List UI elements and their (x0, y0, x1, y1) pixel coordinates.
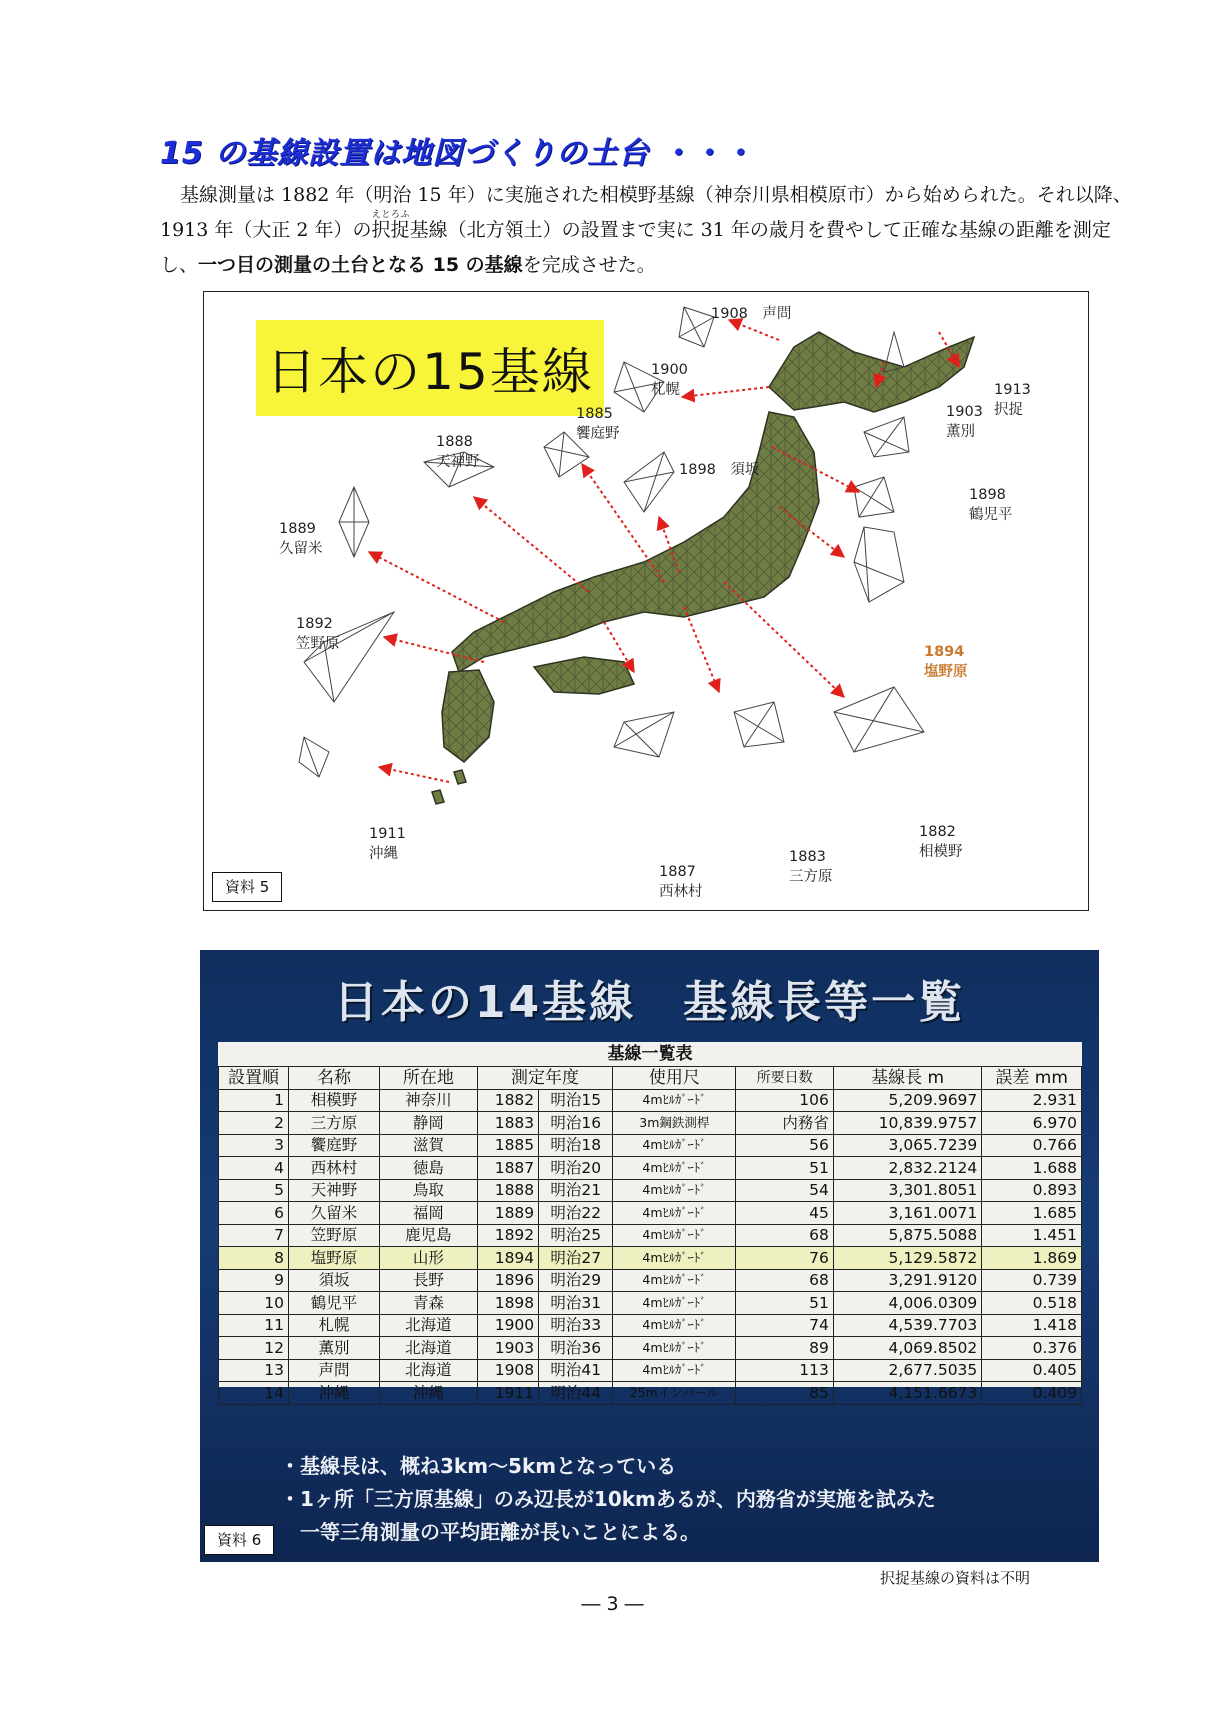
label-tenjinno: 1888 天神野 (436, 434, 480, 470)
table-row (219, 1112, 1082, 1135)
table-cell: 長野 (380, 1269, 478, 1292)
table-cell: 4mﾋﾙｶﾞｰﾄﾞ (613, 1089, 736, 1112)
table-row (219, 1269, 1082, 1292)
label-suzaka: 1898 須坂 (679, 462, 760, 478)
table-cell: 神奈川 (380, 1089, 478, 1112)
table-cell: 3 (219, 1134, 289, 1157)
table-cell: 1.685 (982, 1202, 1082, 1225)
table-cell: 明治44 (539, 1382, 613, 1405)
label-mikatahara: 1883 三方原 (789, 849, 833, 885)
table-row (219, 1157, 1082, 1180)
note-line: ・基線長は、概ね3km～5kmとなっている (280, 1454, 677, 1478)
table-cell: 明治41 (539, 1359, 613, 1382)
intro-text-2: 基線（北方領土）の設置まで実に 31 年の歳月を費やして正確な基線の距離を測定し、 (160, 219, 1111, 276)
table-cell: 56 (736, 1134, 834, 1157)
table-cell: 明治29 (539, 1269, 613, 1292)
col-error: 誤差 mm (982, 1067, 1082, 1090)
table-cell: 1.688 (982, 1157, 1082, 1180)
table-cell: 54 (736, 1179, 834, 1202)
table-cell: 4,539.7703 (833, 1314, 981, 1337)
table-row (219, 1337, 1082, 1360)
table-cell: 113 (736, 1359, 834, 1382)
figure5-title: 日本の15基線 (256, 320, 604, 416)
table-cell: 89 (736, 1337, 834, 1360)
table-cell: 5,209.9697 (833, 1089, 981, 1112)
table-cell: 4mﾋﾙｶﾞｰﾄﾞ (613, 1292, 736, 1315)
table-cell: 7 (219, 1224, 289, 1247)
label-sagamino: 1882 相模野 (919, 824, 963, 860)
table-cell: 5,129.5872 (833, 1247, 981, 1270)
note-line: ・1ヶ所「三方原基線」のみ辺長が10kmあるが、内務省が実施を試みた (280, 1487, 936, 1511)
table-cell: 西林村 (288, 1157, 379, 1180)
note-line: 一等三角測量の平均距離が長いことによる。 (280, 1520, 700, 1544)
figure5-tag: 資料 5 (212, 872, 282, 902)
page-number: ― 3 ― (581, 1593, 644, 1615)
table-cell: 2.931 (982, 1089, 1082, 1112)
intro-emphasis: 一つ目の測量の土台となる 15 の基線 (198, 254, 523, 276)
table-cell: 徳島 (380, 1157, 478, 1180)
table-cell: 声問 (288, 1359, 379, 1382)
table-cell: 4mﾋﾙｶﾞｰﾄﾞ (613, 1337, 736, 1360)
table-row (219, 1179, 1082, 1202)
table-cell: 1894 (477, 1247, 538, 1270)
table-cell: 6 (219, 1202, 289, 1225)
table-cell: 1903 (477, 1337, 538, 1360)
table-row (219, 1247, 1082, 1270)
table-cell: 12 (219, 1337, 289, 1360)
table-cell: 明治21 (539, 1179, 613, 1202)
table-cell: 3,065.7239 (833, 1134, 981, 1157)
table-row (219, 1359, 1082, 1382)
figure6-tag: 資料 6 (204, 1525, 274, 1555)
table-cell: 4mﾋﾙｶﾞｰﾄﾞ (613, 1134, 736, 1157)
intro-paragraph (160, 178, 1135, 283)
label-shionohara: 1894 塩野原 (924, 644, 968, 680)
table-cell: 9 (219, 1269, 289, 1292)
baselines-table-figure (200, 950, 1099, 1562)
table-cell: 76 (736, 1247, 834, 1270)
table-cell: 1898 (477, 1292, 538, 1315)
table-cell: 沖縄 (288, 1382, 379, 1405)
table-cell: 札幌 (288, 1314, 379, 1337)
table-cell: 三方原 (288, 1112, 379, 1135)
table-cell: 14 (219, 1382, 289, 1405)
table-cell: 68 (736, 1269, 834, 1292)
table-cell: 明治31 (539, 1292, 613, 1315)
table-cell: 0.405 (982, 1359, 1082, 1382)
table-cell: 鹿児島 (380, 1224, 478, 1247)
table-cell: 明治15 (539, 1089, 613, 1112)
table-cell: 鶴児平 (288, 1292, 379, 1315)
table-cell: 4mﾋﾙｶﾞｰﾄﾞ (613, 1314, 736, 1337)
table-cell: 1892 (477, 1224, 538, 1247)
table-cell: 内務省 (736, 1112, 834, 1135)
table-cell: 明治18 (539, 1134, 613, 1157)
table-cell: 1908 (477, 1359, 538, 1382)
table-cell: 2 (219, 1112, 289, 1135)
table-cell: 1911 (477, 1382, 538, 1405)
label-koetoi: 1908 声問 (711, 306, 792, 322)
table-cell: 4mﾋﾙｶﾞｰﾄﾞ (613, 1224, 736, 1247)
table-cell: 笠野原 (288, 1224, 379, 1247)
label-sapporo: 1900 札幌 (651, 362, 688, 398)
table-row (219, 1224, 1082, 1247)
col-year: 測定年度 (477, 1067, 613, 1090)
table-cell: 10,839.9757 (833, 1112, 981, 1135)
table-cell: 明治25 (539, 1224, 613, 1247)
col-days: 所要日数 (736, 1067, 834, 1090)
table-cell: 1889 (477, 1202, 538, 1225)
col-length: 基線長 m (833, 1067, 981, 1090)
table-cell: 4 (219, 1157, 289, 1180)
table-cell: 0.409 (982, 1382, 1082, 1405)
label-tsurugotai: 1898 鶴児平 (969, 487, 1013, 523)
label-aebano: 1885 饗庭野 (576, 406, 620, 442)
table-cell: 0.739 (982, 1269, 1082, 1292)
table-cell: 山形 (380, 1247, 478, 1270)
table-cell: 明治16 (539, 1112, 613, 1135)
table-cell: 1885 (477, 1134, 538, 1157)
table-cell: 4,151.6673 (833, 1382, 981, 1405)
baseline-table (218, 1066, 1082, 1405)
table-cell: 4,069.8502 (833, 1337, 981, 1360)
table-cell: 明治27 (539, 1247, 613, 1270)
table-cell: 3,301.8051 (833, 1179, 981, 1202)
table-cell: 饗庭野 (288, 1134, 379, 1157)
table-cell: 3,161.0071 (833, 1202, 981, 1225)
table-cell: 1882 (477, 1089, 538, 1112)
table-header-row (219, 1067, 1082, 1090)
table-row (219, 1202, 1082, 1225)
table-cell: 5 (219, 1179, 289, 1202)
table-cell: 滋賀 (380, 1134, 478, 1157)
table-cell: 明治22 (539, 1202, 613, 1225)
table-row (219, 1134, 1082, 1157)
table-cell: 沖縄 (380, 1382, 478, 1405)
table-cell: 74 (736, 1314, 834, 1337)
table-cell: 4mﾋﾙｶﾞｰﾄﾞ (613, 1202, 736, 1225)
source-note: 択捉基線の資料は不明 (880, 1569, 1031, 1587)
table-cell: 8 (219, 1247, 289, 1270)
table-cell: 2,677.5035 (833, 1359, 981, 1382)
label-etorofu: 1913 択捉 (994, 382, 1031, 418)
col-name: 名称 (288, 1067, 379, 1090)
label-kurume: 1889 久留米 (279, 521, 323, 557)
table-cell: 1.451 (982, 1224, 1082, 1247)
table-cell: 明治33 (539, 1314, 613, 1337)
figure6-title: 日本の14基線 基線長等一覧 (333, 977, 966, 1028)
table-cell: 0.518 (982, 1292, 1082, 1315)
table-cell: 明治20 (539, 1157, 613, 1180)
label-nishibayashi: 1887 西林村 (659, 864, 703, 900)
table-cell: 塩野原 (288, 1247, 379, 1270)
table-cell: 青森 (380, 1292, 478, 1315)
table-cell: 4mﾋﾙｶﾞｰﾄﾞ (613, 1247, 736, 1270)
table-cell: 6.970 (982, 1112, 1082, 1135)
table-cell: 4mﾋﾙｶﾞｰﾄﾞ (613, 1269, 736, 1292)
table-cell: 1887 (477, 1157, 538, 1180)
table-cell: 106 (736, 1089, 834, 1112)
table-cell: 10 (219, 1292, 289, 1315)
col-measure: 使用尺 (613, 1067, 736, 1090)
table-cell: 1900 (477, 1314, 538, 1337)
table-cell: 45 (736, 1202, 834, 1225)
table-cell: 天神野 (288, 1179, 379, 1202)
table-cell: 須坂 (288, 1269, 379, 1292)
table-cell: 4mﾋﾙｶﾞｰﾄﾞ (613, 1359, 736, 1382)
table-cell: 51 (736, 1157, 834, 1180)
etorofu-ruby: 択捉えとろふ (371, 210, 410, 241)
table-cell: 0.893 (982, 1179, 1082, 1202)
table-cell: 0.766 (982, 1134, 1082, 1157)
table-cell: 0.376 (982, 1337, 1082, 1360)
table-cell: 静岡 (380, 1112, 478, 1135)
table-cell: 1896 (477, 1269, 538, 1292)
col-order: 設置順 (219, 1067, 289, 1090)
baselines-map-figure (203, 291, 1089, 911)
table-row (219, 1292, 1082, 1315)
table-caption: 基線一覧表 (607, 1044, 693, 1064)
baseline-table-panel (218, 1042, 1082, 1402)
table-cell: 1883 (477, 1112, 538, 1135)
table-cell: 相模野 (288, 1089, 379, 1112)
table-cell: 1888 (477, 1179, 538, 1202)
table-cell: 4,006.0309 (833, 1292, 981, 1315)
intro-text-1: 基線測量は 1882 年（明治 15 年）に実施された相模野基線（神奈川県相模原市）から始められた。それ以降、1913 年（大正 2 年）の (160, 184, 1132, 241)
figure6-notes (280, 1450, 936, 1549)
table-cell: 鳥取 (380, 1179, 478, 1202)
table-cell: 2,832.2124 (833, 1157, 981, 1180)
col-location: 所在地 (380, 1067, 478, 1090)
table-cell: 13 (219, 1359, 289, 1382)
table-cell: 1 (219, 1089, 289, 1112)
table-cell: 5,875.5088 (833, 1224, 981, 1247)
table-cell: 1.869 (982, 1247, 1082, 1270)
table-cell: 85 (736, 1382, 834, 1405)
table-cell: 北海道 (380, 1314, 478, 1337)
table-cell: 51 (736, 1292, 834, 1315)
table-cell: 北海道 (380, 1337, 478, 1360)
table-cell: 3,291.9120 (833, 1269, 981, 1292)
label-okinawa: 1911 沖縄 (369, 826, 406, 862)
table-row (219, 1314, 1082, 1337)
table-cell: 11 (219, 1314, 289, 1337)
table-cell: 明治36 (539, 1337, 613, 1360)
table-cell: 3m鋼鉄測桿 (613, 1112, 736, 1135)
table-cell: 25mインバール (613, 1382, 736, 1405)
table-cell: 福岡 (380, 1202, 478, 1225)
table-cell: 薫別 (288, 1337, 379, 1360)
label-kunbetsu: 1903 薫別 (946, 404, 983, 440)
table-cell: 4mﾋﾙｶﾞｰﾄﾞ (613, 1157, 736, 1180)
label-kasanohara: 1892 笠野原 (296, 616, 340, 652)
table-cell: 北海道 (380, 1359, 478, 1382)
section-heading: 15 の基線設置は地図づくりの土台 ・・・ (160, 136, 754, 171)
table-cell: 68 (736, 1224, 834, 1247)
intro-text-3: を完成させた。 (522, 254, 656, 276)
table-cell: 1.418 (982, 1314, 1082, 1337)
table-cell: 4mﾋﾙｶﾞｰﾄﾞ (613, 1179, 736, 1202)
table-row (219, 1089, 1082, 1112)
table-cell: 久留米 (288, 1202, 379, 1225)
table-row (219, 1382, 1082, 1405)
